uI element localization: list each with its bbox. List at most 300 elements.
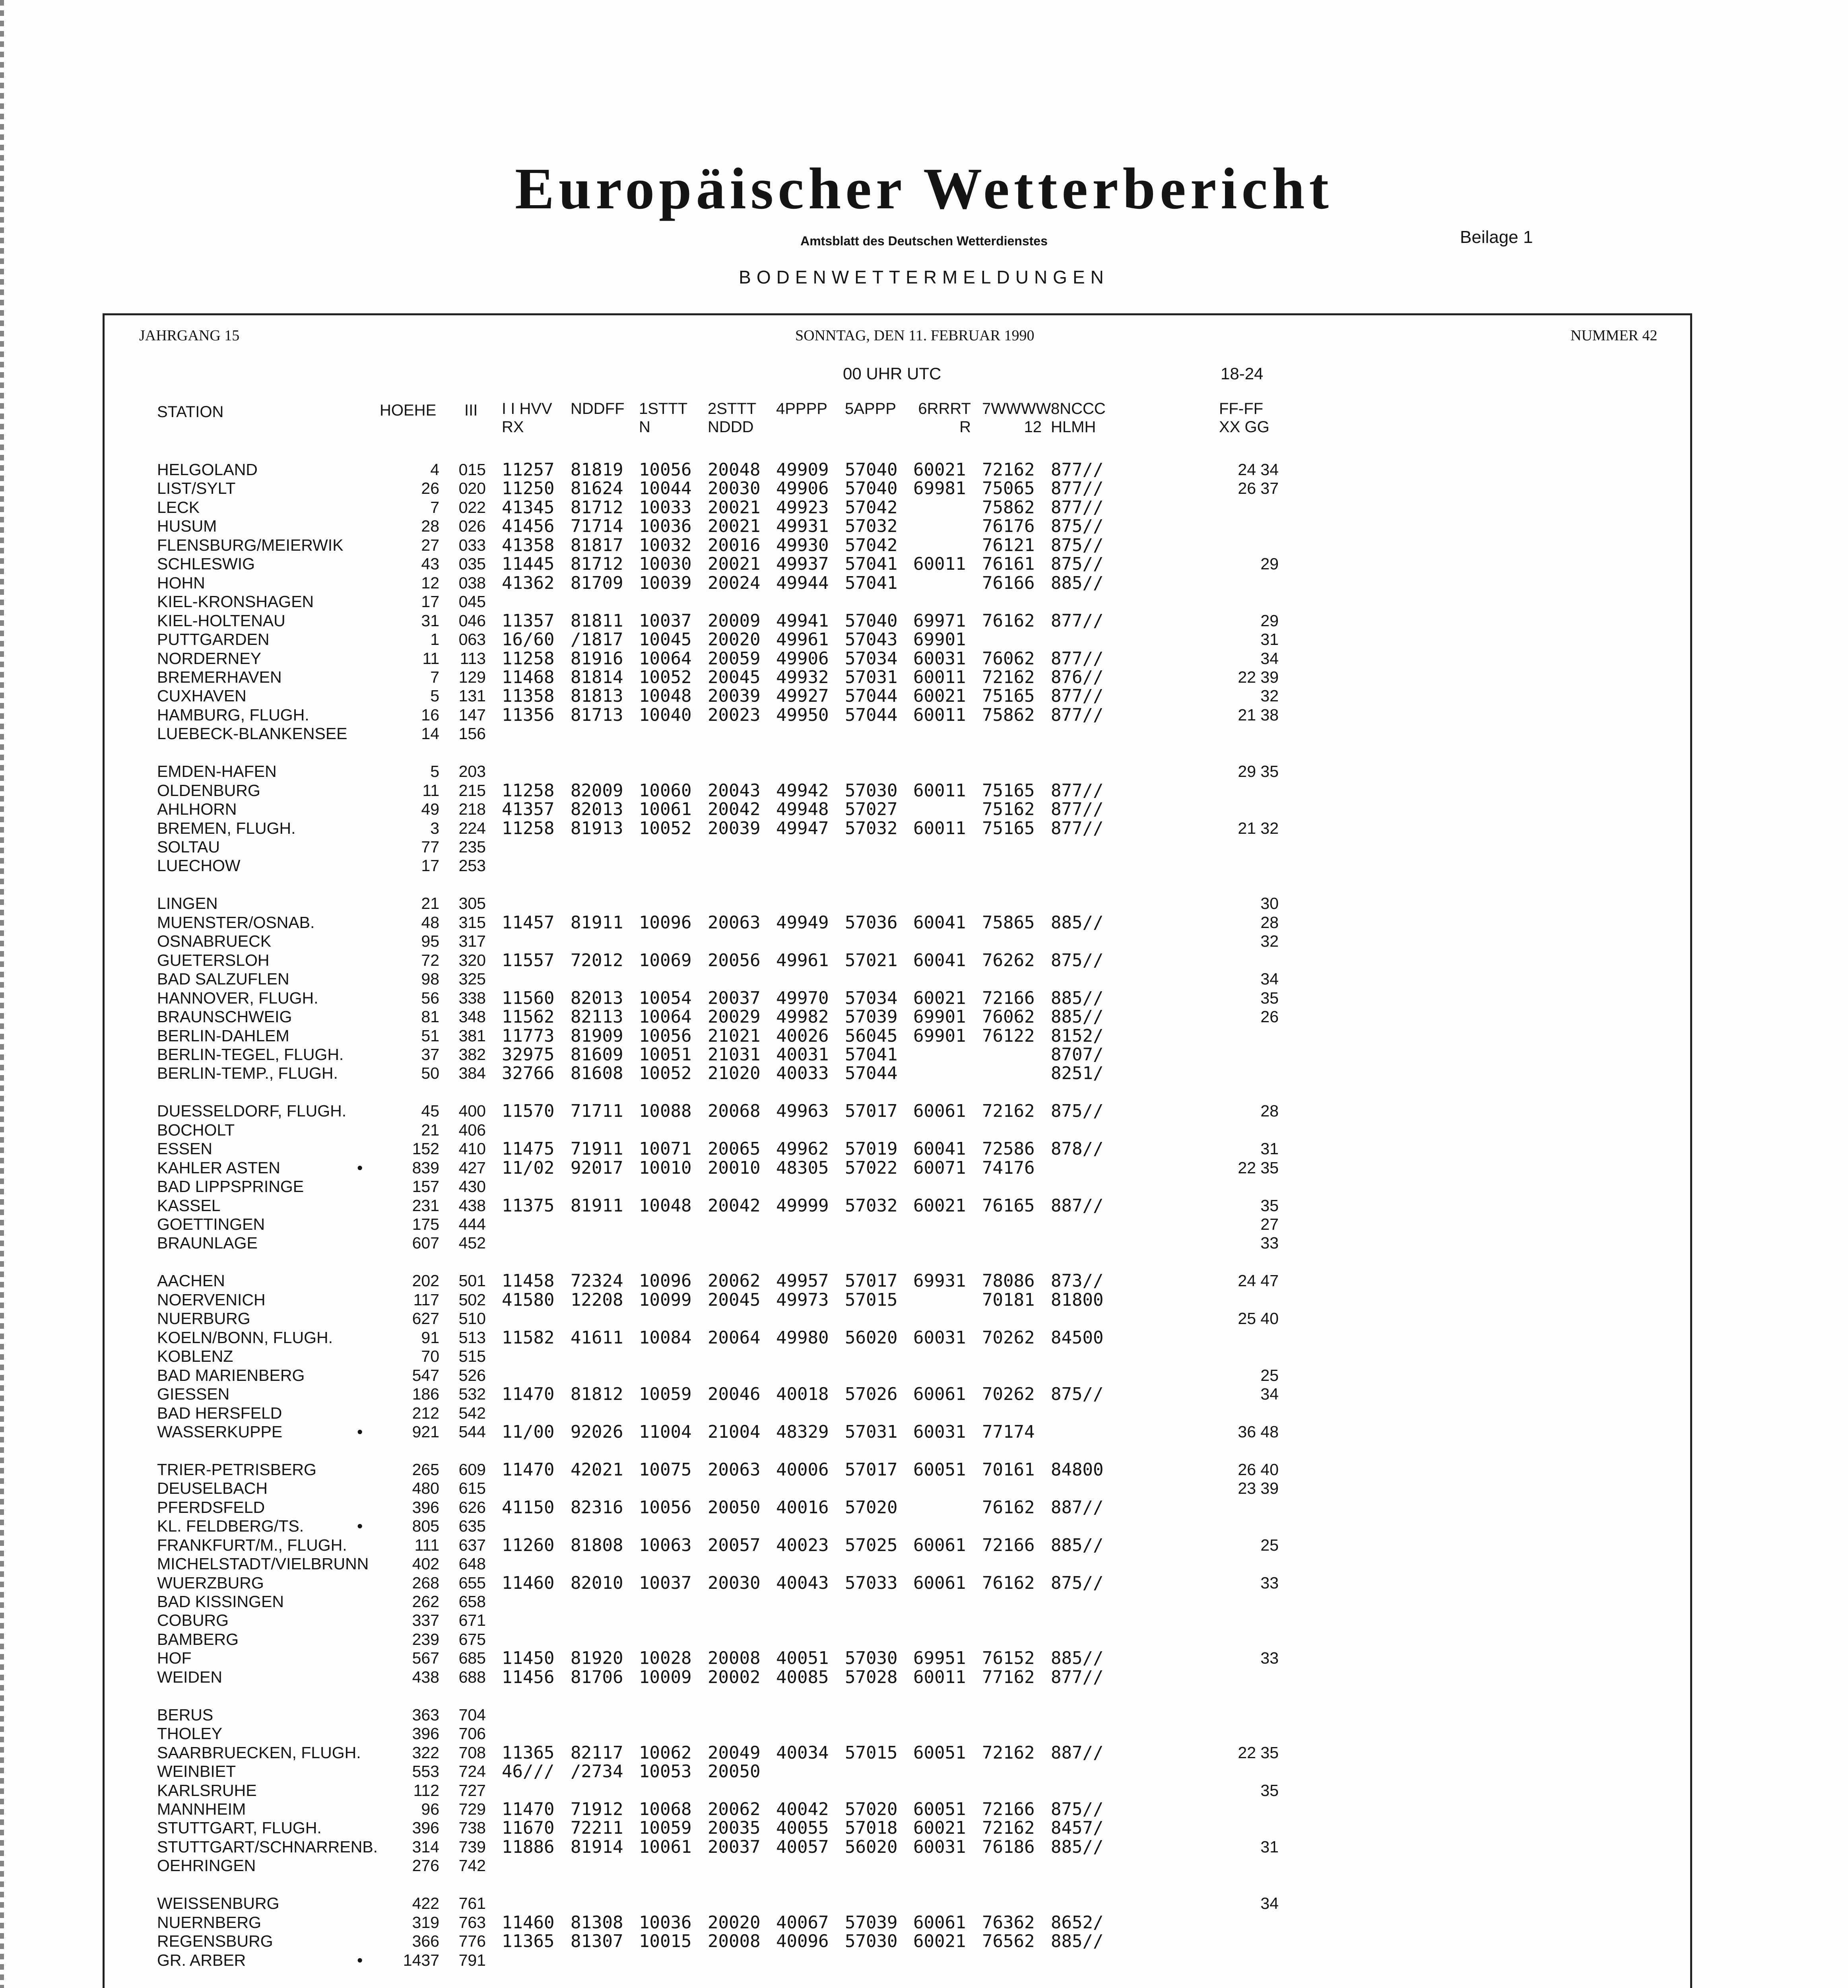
synop-group-7: 72586 [982,1139,1035,1159]
synop-group-4: 40042 [776,1799,829,1819]
table-row [0,894,1848,913]
synop-group-4: 49970 [776,988,829,1008]
table-row [0,498,1848,517]
wind-gust: 29 [1260,611,1279,630]
station-height: 50 [421,1064,439,1083]
synop-group-3: 20043 [708,780,761,801]
synop-group-3: 20035 [708,1818,761,1839]
station-name: BAD KISSINGEN [157,1592,284,1611]
wind-gust: 21 38 [1238,705,1279,724]
synop-group-6: 69971 [913,610,966,631]
synop-group-5: 57044 [845,1063,898,1084]
station-height: 56 [421,988,439,1007]
synop-group-1: 81706 [571,1667,623,1687]
station-height: 4 [430,460,439,479]
table-row [0,1234,1848,1252]
station-height: 231 [412,1196,439,1215]
station-index: 655 [458,1573,486,1592]
station-name: HANNOVER, FLUGH. [157,988,318,1007]
station-name: LUECHOW [157,856,241,875]
utc-label: 00 UHR UTC [843,364,941,383]
synop-group-2: 10056 [639,460,692,480]
synop-group-7: 76562 [982,1931,1035,1952]
synop-group-7: 76161 [982,554,1035,575]
station-height: 152 [412,1140,439,1158]
station-name: BOCHOLT [157,1120,235,1139]
synop-group-2: 10044 [639,478,692,499]
table-row [0,1309,1848,1328]
station-name: SOLTAU [157,838,220,856]
synop-group-7: 76162 [982,1573,1035,1593]
station-name: OSNABRUECK [157,932,272,951]
synop-group-0: 11886 [502,1837,555,1857]
station-index: 452 [458,1234,486,1252]
station-height: 7 [430,498,439,516]
synop-group-7: 72166 [982,1799,1035,1819]
synop-group-4: 49963 [776,1101,829,1122]
station-name: BAD SALZUFLEN [157,970,289,988]
station-height: 49 [421,800,439,819]
station-height: 480 [412,1479,439,1498]
synop-group-4: 49962 [776,1139,829,1159]
table-row [0,800,1848,819]
mountain-station-marker: • [357,1158,363,1177]
station-height: 547 [412,1366,439,1384]
station-name: MUENSTER/OSNAB. [157,913,315,932]
synop-group-6: 60021 [913,686,966,707]
synop-group-8: 877// [1051,818,1104,839]
station-index: 215 [458,781,486,800]
synop-group-5: 57017 [845,1101,898,1122]
table-row [0,1291,1848,1309]
synop-group-8: 877// [1051,705,1104,725]
station-index: 203 [458,762,486,781]
synop-group-2: 10036 [639,1912,692,1933]
station-name: KOELN/BONN, FLUGH. [157,1328,333,1347]
synop-group-8: 885// [1051,1535,1104,1555]
synop-group-1: 72012 [571,950,623,971]
station-name: GIESSEN [157,1385,230,1404]
synop-group-0: 11562 [502,1007,555,1027]
synop-group-5: 57020 [845,1799,898,1819]
synop-group-5: 57031 [845,1421,898,1442]
synop-group-1: 81813 [571,686,623,707]
table-row [0,592,1848,611]
table-row [0,913,1848,932]
synop-group-0: 11470 [502,1459,555,1480]
table-row [0,932,1848,951]
wind-gust: 27 [1260,1215,1279,1233]
station-height: 98 [421,970,439,988]
synop-group-4: 49941 [776,610,829,631]
synop-group-8: 877// [1051,610,1104,631]
synop-group-2: 10061 [639,1837,692,1857]
synop-group-7: 76122 [982,1025,1035,1046]
synop-group-0: 46/// [502,1761,555,1782]
synop-group-8: 875// [1051,1573,1104,1593]
station-height: 438 [412,1668,439,1686]
table-row [0,1706,1848,1724]
period-label: 18-24 [1221,364,1264,383]
synop-group-4: 40096 [776,1931,829,1952]
synop-group-6: 60011 [913,554,966,575]
table-row [0,612,1848,630]
station-index: 626 [458,1498,486,1516]
synop-group-2: 10036 [639,516,692,537]
synop-group-0: 41150 [502,1497,555,1518]
table-row [0,1743,1848,1762]
station-index: 544 [458,1422,486,1441]
synop-group-6: 60041 [913,1139,966,1159]
synop-group-7: 75862 [982,497,1035,518]
wind-gust: 35 [1260,1196,1279,1215]
station-height: 3 [430,819,439,837]
station-index: 406 [458,1120,486,1139]
synop-group-0: 32975 [502,1044,555,1065]
station-name: BREMERHAVEN [157,668,282,686]
station-index: 542 [458,1404,486,1422]
synop-group-8: 885// [1051,1837,1104,1857]
synop-group-7: 76165 [982,1195,1035,1216]
station-height: 337 [412,1611,439,1630]
synop-group-1: 82316 [571,1497,623,1518]
synop-group-1: 81814 [571,667,623,687]
synop-group-5: 57041 [845,573,898,593]
wind-gust: 30 [1260,894,1279,913]
synop-group-5: 57030 [845,1931,898,1952]
synop-group-8: 887// [1051,1497,1104,1518]
synop-group-0: 11257 [502,460,555,480]
synop-group-0: 41345 [502,497,555,518]
synop-group-0: 11450 [502,1648,555,1669]
station-name: CUXHAVEN [157,687,247,705]
synop-group-3: 20009 [708,610,761,631]
wind-gust: 32 [1260,932,1279,951]
station-height: 157 [412,1177,439,1196]
wind-gust: 22 35 [1238,1743,1279,1762]
wind-gust: 31 [1260,1837,1279,1856]
station-height: 27 [421,536,439,554]
wind-gust: 31 [1260,630,1279,649]
synop-group-5: 57036 [845,912,898,933]
synop-group-2: 10059 [639,1818,692,1839]
station-name: BERLIN-TEGEL, FLUGH. [157,1045,344,1064]
synop-group-1: 81709 [571,573,623,593]
station-index: 688 [458,1668,486,1686]
table-row [0,1724,1848,1743]
station-height: 14 [421,724,439,743]
station-height: 11 [422,649,439,668]
synop-group-6: 60031 [913,1837,966,1857]
synop-group-5: 56020 [845,1837,898,1857]
station-name: BERUS [157,1705,214,1724]
synop-group-2: 10064 [639,648,692,669]
synop-group-5: 57019 [845,1139,898,1159]
synop-group-1: 81909 [571,1025,623,1046]
table-row [0,781,1848,800]
table-row [0,1177,1848,1196]
synop-group-0: 11560 [502,988,555,1008]
synop-group-4: 40057 [776,1837,829,1857]
synop-group-2: 10068 [639,1799,692,1819]
table-row [0,819,1848,838]
wind-gust: 21 32 [1238,819,1279,837]
synop-group-8: 81800 [1051,1289,1104,1310]
wind-gust: 22 35 [1238,1158,1279,1177]
synop-group-5: 57026 [845,1384,898,1405]
synop-group-8: 875// [1051,950,1104,971]
synop-group-8: 876// [1051,667,1104,687]
synop-group-5: 57015 [845,1742,898,1763]
station-name: NUERBURG [157,1309,250,1328]
station-index: 224 [458,819,486,837]
station-height: 276 [412,1856,439,1875]
table-row [0,1649,1848,1668]
table-row [0,649,1848,668]
table-row [0,1008,1848,1026]
station-height: 95 [421,932,439,951]
synop-group-3: 20037 [708,1837,761,1857]
synop-group-3: 20024 [708,573,761,593]
synop-group-4: 40023 [776,1535,829,1555]
synop-group-1: 81808 [571,1535,623,1555]
station-index: 410 [458,1140,486,1158]
synop-group-4: 49923 [776,497,829,518]
synop-group-3: 20008 [708,1648,761,1669]
station-index: 502 [458,1290,486,1309]
synop-group-5: 57044 [845,686,898,707]
synop-group-3: 20037 [708,988,761,1008]
synop-group-2: 10062 [639,1742,692,1763]
synop-group-3: 20042 [708,799,761,820]
synop-group-4: 49950 [776,705,829,725]
station-index: 791 [458,1951,486,1969]
synop-group-1: 82013 [571,988,623,1008]
synop-group-2: 10084 [639,1327,692,1348]
wind-gust: 26 [1260,1008,1279,1026]
synop-group-7: 72162 [982,1818,1035,1839]
synop-group-0: 11460 [502,1573,555,1593]
wind-gust: 34 [1260,1894,1279,1913]
synop-group-8: 885// [1051,1931,1104,1952]
synop-group-1: 81712 [571,497,623,518]
station-index: 658 [458,1592,486,1611]
station-index: 430 [458,1177,486,1196]
wind-gust: 26 37 [1238,479,1279,498]
synop-group-8: 877// [1051,478,1104,499]
station-index: 381 [458,1026,486,1045]
table-row [0,1064,1848,1083]
table-row [0,460,1848,479]
table-row [0,1215,1848,1234]
station-name: DEUSELBACH [157,1479,268,1498]
synop-group-0: 11365 [502,1931,555,1952]
synop-group-8: 8251/ [1051,1063,1104,1084]
station-name: AHLHORN [157,800,237,819]
synop-group-6: 60061 [913,1573,966,1593]
synop-group-5: 57042 [845,535,898,555]
synop-group-5: 57032 [845,1195,898,1216]
synop-group-0: 11445 [502,554,555,575]
synop-group-7: 76162 [982,610,1035,631]
synop-group-7: 75865 [982,912,1035,933]
wind-gust: 33 [1260,1234,1279,1252]
station-name: WUERZBURG [157,1573,264,1592]
station-height: 5 [430,687,439,705]
wind-gust: 36 48 [1238,1422,1279,1441]
synop-group-3: 20059 [708,648,761,669]
table-row [0,1555,1848,1573]
table-row [0,1932,1848,1951]
synop-group-3: 20021 [708,497,761,518]
synop-group-0: 11356 [502,705,555,725]
synop-group-5: 57017 [845,1459,898,1480]
station-name: BAD HERSFELD [157,1404,282,1422]
synop-group-2: 10045 [639,629,692,650]
table-row [0,989,1848,1008]
table-row [0,1404,1848,1423]
station-index: 320 [458,951,486,969]
station-height: 265 [412,1460,439,1479]
synop-group-0: 11458 [502,1271,555,1291]
table-row [0,1140,1848,1158]
synop-group-3: 20046 [708,1384,761,1405]
synop-group-3: 20039 [708,818,761,839]
station-index: 063 [458,630,486,649]
synop-group-4: 40043 [776,1573,829,1593]
synop-group-6: 60021 [913,1195,966,1216]
station-index: 444 [458,1215,486,1233]
synop-group-5: 57040 [845,460,898,480]
synop-group-4: 40067 [776,1912,829,1933]
wind-gust: 26 40 [1238,1460,1279,1479]
station-height: 921 [412,1422,439,1441]
synop-group-5: 57034 [845,988,898,1008]
synop-group-5: 57044 [845,705,898,725]
synop-group-3: 20029 [708,1007,761,1027]
wind-gust: 29 35 [1238,762,1279,781]
synop-group-3: 20064 [708,1327,761,1348]
synop-group-7: 75165 [982,686,1035,707]
synop-group-0: 11375 [502,1195,555,1216]
table-row [0,1385,1848,1404]
synop-group-8: 885// [1051,912,1104,933]
synop-group-6: 60011 [913,705,966,725]
synop-group-4: 49909 [776,460,829,480]
synop-group-1: 82113 [571,1007,623,1027]
synop-group-4: 40085 [776,1667,829,1687]
synop-group-5: 57034 [845,648,898,669]
synop-group-8: 8652/ [1051,1912,1104,1933]
synop-group-2: 10048 [639,1195,692,1216]
synop-group-1: 72211 [571,1818,623,1839]
synop-group-0: 11258 [502,780,555,801]
synop-group-3: 20050 [708,1497,761,1518]
station-height: 402 [412,1555,439,1573]
synop-group-3: 20057 [708,1535,761,1555]
synop-group-1: 81713 [571,705,623,725]
synop-group-6: 69901 [913,629,966,650]
station-index: 235 [458,838,486,856]
synop-group-4: 48305 [776,1157,829,1178]
synop-group-2: 10015 [639,1931,692,1952]
synop-group-1: /1817 [571,629,623,650]
synop-group-4: 49949 [776,912,829,933]
synop-group-2: 11004 [639,1421,692,1442]
station-index: 046 [458,611,486,630]
table-row [0,668,1848,687]
station-index: 338 [458,988,486,1007]
station-name: BAD LIPPSPRINGE [157,1177,304,1196]
synop-group-7: 72166 [982,1535,1035,1555]
station-index: 671 [458,1611,486,1630]
synop-group-0: 11250 [502,478,555,499]
station-height: 31 [421,611,439,630]
synop-group-3: 20048 [708,460,761,480]
wind-gust: 25 40 [1238,1309,1279,1328]
table-row [0,1272,1848,1290]
station-height: 11 [422,781,439,800]
station-index: 513 [458,1328,486,1347]
synop-group-4: 49961 [776,629,829,650]
synop-group-7: 70181 [982,1289,1035,1310]
synop-group-2: 10052 [639,667,692,687]
synop-group-6: 60011 [913,818,966,839]
station-name: HAMBURG, FLUGH. [157,705,309,724]
synop-group-1: 81307 [571,1931,623,1952]
synop-group-6: 60021 [913,1931,966,1952]
synop-group-6: 60021 [913,460,966,480]
synop-group-4: 40031 [776,1044,829,1065]
synop-group-7: 72166 [982,988,1035,1008]
synop-group-3: 21020 [708,1063,761,1084]
synop-group-5: 57039 [845,1007,898,1027]
synop-group-6: 69951 [913,1648,966,1669]
synop-group-4: 40055 [776,1818,829,1839]
synop-group-5: 57027 [845,799,898,820]
wind-gust: 25 [1260,1536,1279,1554]
station-height: 396 [412,1724,439,1743]
station-height: 314 [412,1837,439,1856]
station-height: 239 [412,1630,439,1648]
table-row [0,1517,1848,1536]
synop-group-2: 10088 [639,1101,692,1122]
synop-group-7: 77162 [982,1667,1035,1687]
synop-group-6: 60041 [913,950,966,971]
synop-group-4: 49944 [776,573,829,593]
station-index: 129 [458,668,486,686]
synop-group-6: 60061 [913,1101,966,1122]
synop-group-1: 81812 [571,1384,623,1405]
station-name: GR. ARBER [157,1951,246,1969]
station-index: 156 [458,724,486,743]
synop-group-8: 877// [1051,780,1104,801]
station-index: 038 [458,573,486,592]
station-height: 175 [412,1215,439,1233]
station-index: 501 [458,1272,486,1290]
synop-group-5: 57042 [845,497,898,518]
station-height: 186 [412,1385,439,1404]
station-height: 202 [412,1272,439,1290]
synop-group-8: 885// [1051,1648,1104,1669]
synop-group-8: 877// [1051,1667,1104,1687]
synop-group-1: 81712 [571,554,623,575]
synop-group-4: 49948 [776,799,829,820]
synop-group-1: 81609 [571,1044,623,1065]
station-index: 609 [458,1460,486,1479]
station-height: 51 [421,1026,439,1045]
synop-group-3: 20039 [708,686,761,707]
